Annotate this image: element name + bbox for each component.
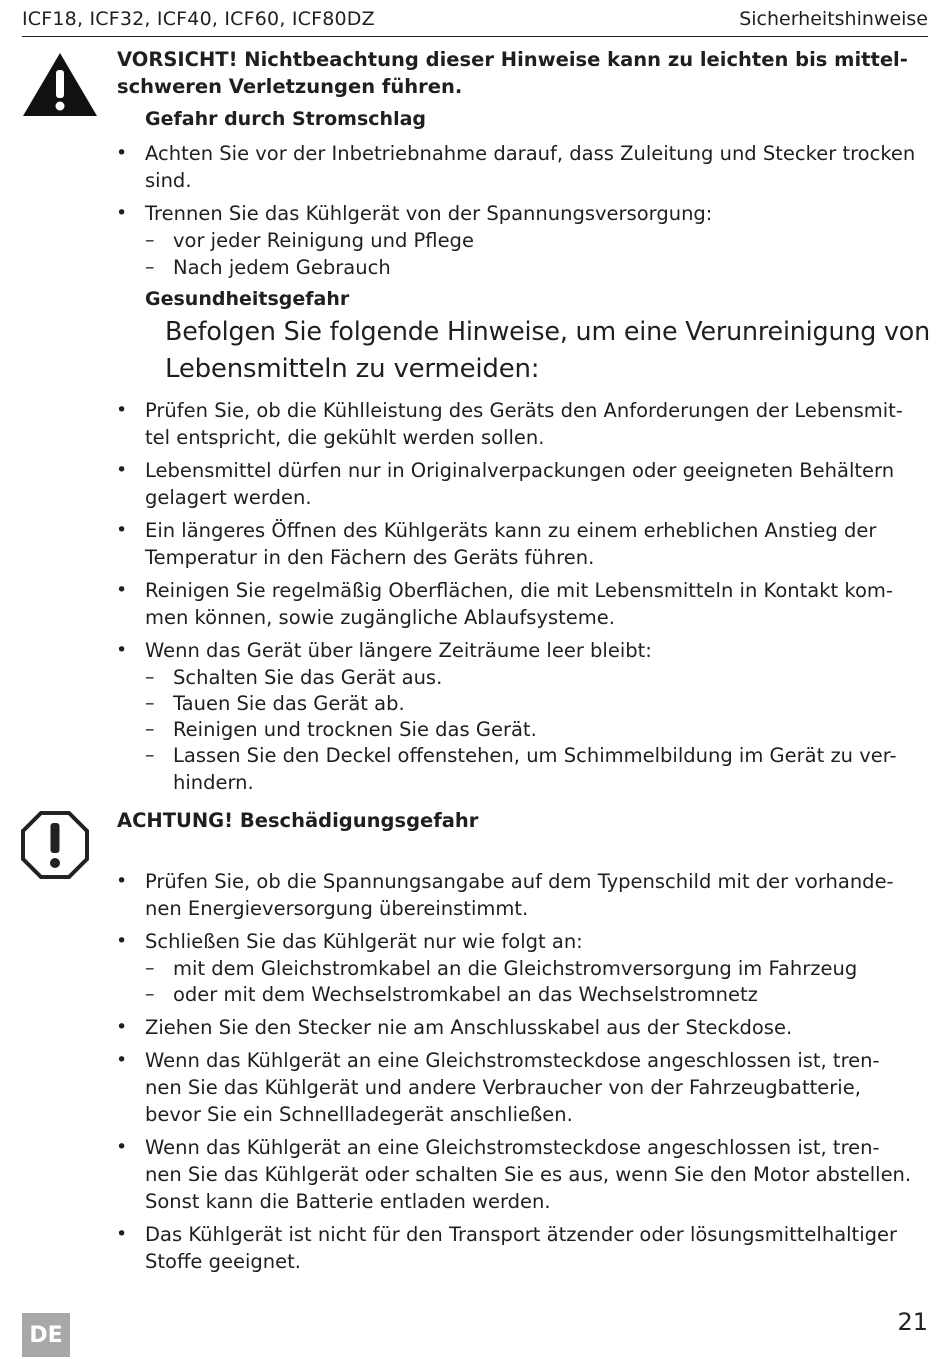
caution-title-line2: schweren Verletzungen führen.: [117, 75, 463, 98]
sub-list-item: hindern.: [173, 771, 254, 794]
dash-icon: –: [145, 256, 155, 278]
list-item: Wenn das Gerät über längere Zeiträume leer bleibt:: [145, 639, 652, 662]
dash-icon: –: [145, 957, 155, 979]
list-item: Lebensmittel dürfen nur in Originalverpackungen oder geeigneten Behältern: [145, 459, 895, 482]
list-item: Reinigen Sie regelmäßig Oberflächen, die mit Lebensmitteln in Kontakt kom-: [145, 579, 893, 602]
list-item: Prüfen Sie, ob die Spannungsangabe auf dem Typenschild mit der vorhande-: [145, 870, 894, 893]
bullet-icon: •: [116, 1136, 128, 1158]
bullet-icon: •: [116, 1223, 128, 1245]
bullet-icon: •: [116, 519, 128, 541]
list-item: Ein längeres Öffnen des Kühlgeräts kann zu einem erheblichen Anstieg der: [145, 519, 877, 542]
language-badge: DE: [22, 1313, 70, 1357]
bullet-icon: •: [116, 142, 128, 164]
health-intro-line2: Lebensmitteln zu vermeiden:: [165, 354, 540, 384]
electric-shock-heading: Gefahr durch Stromschlag: [145, 108, 427, 130]
list-item: sind.: [145, 169, 192, 192]
page-number: 21: [897, 1308, 928, 1336]
sub-list-item: Tauen Sie das Gerät ab.: [173, 692, 405, 715]
sub-list-item: Schalten Sie das Gerät aus.: [173, 666, 443, 689]
list-item: tel entspricht, die gekühlt werden sollen.: [145, 426, 545, 449]
bullet-icon: •: [116, 870, 128, 892]
health-intro-line1: Befolgen Sie folgende Hinweise, um eine Verunreinigung von: [165, 317, 931, 347]
list-item: Temperatur in den Fächern des Geräts führen.: [145, 546, 595, 569]
caution-title-line1: VORSICHT! Nichtbeachtung dieser Hinweise kann zu leichten bis mittel-: [117, 48, 908, 71]
dash-icon: –: [145, 718, 155, 740]
page-header: [22, 6, 928, 37]
sub-list-item: Lassen Sie den Deckel offenstehen, um Schimmelbildung im Gerät zu ver-: [173, 744, 897, 767]
list-item: Trennen Sie das Kühlgerät von der Spannungsversorgung:: [145, 202, 713, 225]
list-item: Wenn das Kühlgerät an eine Gleichstromsteckdose angeschlossen ist, tren-: [145, 1049, 880, 1072]
list-item: Stoffe geeignet.: [145, 1250, 301, 1273]
sub-list-item: vor jeder Reinigung und Pflege: [173, 229, 474, 252]
list-item: nen Sie das Kühlgerät oder schalten Sie es aus, wenn Sie den Motor abstellen.: [145, 1163, 912, 1186]
list-item: men können, sowie zugängliche Ablaufsysteme.: [145, 606, 615, 629]
list-item: Ziehen Sie den Stecker nie am Anschlusskabel aus der Steckdose.: [145, 1016, 793, 1039]
octagon-exclamation-icon: [20, 810, 90, 880]
sub-list-item: Nach jedem Gebrauch: [173, 256, 391, 279]
list-item: Schließen Sie das Kühlgerät nur wie folgt an:: [145, 930, 583, 953]
notice-title: ACHTUNG! Beschädigungsgefahr: [117, 809, 479, 832]
dash-icon: –: [145, 744, 155, 766]
list-item: Sonst kann die Batterie entladen werden.: [145, 1190, 551, 1213]
bullet-icon: •: [116, 639, 128, 661]
list-item: Prüfen Sie, ob die Kühlleistung des Geräts den Anforderungen der Lebensmit-: [145, 399, 903, 422]
list-item: Achten Sie vor der Inbetriebnahme darauf, dass Zuleitung und Stecker trocken: [145, 142, 916, 165]
sub-list-item: Reinigen und trocknen Sie das Gerät.: [173, 718, 537, 741]
list-item: bevor Sie ein Schnellladegerät anschließen.: [145, 1103, 573, 1126]
bullet-icon: •: [116, 399, 128, 421]
list-item: nen Energieversorgung übereinstimmt.: [145, 897, 529, 920]
dash-icon: –: [145, 983, 155, 1005]
list-item: Das Kühlgerät ist nicht für den Transport ätzender oder lösungsmittelhaltiger: [145, 1223, 898, 1246]
sub-list-item: oder mit dem Wechselstromkabel an das Wechselstromnetz: [173, 983, 758, 1006]
bullet-icon: •: [116, 1049, 128, 1071]
bullet-icon: •: [116, 1016, 128, 1038]
warning-triangle-icon: [21, 50, 99, 118]
bullet-icon: •: [116, 459, 128, 481]
bullet-icon: •: [116, 579, 128, 601]
health-hazard-heading: Gesundheitsgefahr: [145, 288, 350, 310]
dash-icon: –: [145, 229, 155, 251]
list-item: nen Sie das Kühlgerät und andere Verbraucher von der Fahrzeugbatterie,: [145, 1076, 861, 1099]
bullet-icon: •: [116, 930, 128, 952]
dash-icon: –: [145, 692, 155, 714]
list-item: gelagert werden.: [145, 486, 312, 509]
bullet-icon: •: [116, 202, 128, 224]
model-list: ICF18, ICF32, ICF40, ICF60, ICF80DZ: [22, 8, 375, 30]
sub-list-item: mit dem Gleichstromkabel an die Gleichstromversorgung im Fahrzeug: [173, 957, 858, 980]
list-item: Wenn das Kühlgerät an eine Gleichstromsteckdose angeschlossen ist, tren-: [145, 1136, 880, 1159]
dash-icon: –: [145, 666, 155, 688]
section-title: Sicherheitshinweise: [739, 8, 928, 30]
